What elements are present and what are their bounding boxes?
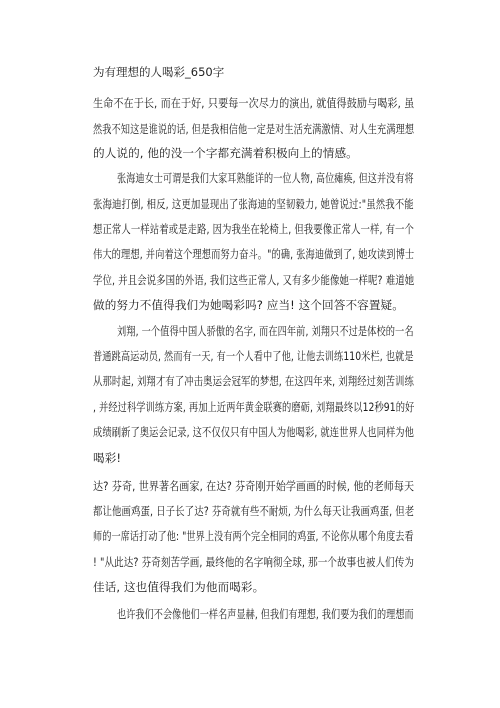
paragraph-2-line-6: 做的努力不值得我们为她喝彩吗? 应当! 这个回答不容置疑。 [93,298,404,312]
document-title: 为有理想的人喝彩_650字 [93,65,225,79]
paragraph-2-line-4: 伟大的理想, 并向着这个理想而努力奋斗。"的确, 张海迪做到了, 她攻读到博士 [93,247,415,261]
paragraph-4-line-3: 师的一席话打动了他: "世界上没有两个完全相同的鸡蛋, 不论你从哪个角度去看 [93,529,414,543]
paragraph-5-line-1: 也许我们不会像他们一样名声显赫, 但我们有理想, 我们要为我们的理想而 [117,607,414,621]
paragraph-4-line-2: 都让他画鸡蛋, 日子长了达? 芬奇就有些不耐烦, 为什么每天让我画鸡蛋, 但老 [93,504,415,518]
paragraph-1-line-1: 生命不在于长, 而在于好, 只要每一次尽力的演出, 就值得鼓励与喝彩, 虽 [93,96,415,110]
paragraph-3-line-4: , 并经过科学训练方案, 再加上近两年黄金联赛的磨砺, 刘翔最终以12秒91的好 [93,400,415,414]
paragraph-1-line-2: 然我不知这是谁说的话, 但是我相信他一定是对生活充满激情、对人生充满理想 [93,122,415,136]
paragraph-4-line-1: 达? 芬奇, 世界著名画家, 在达? 芬奇刚开始学画画的时候, 他的老师每天 [93,479,415,493]
paragraph-2-line-3: 想正常人一样站着或是走路, 因为我坐在轮椅上, 但我要像正常人一样, 有一个 [93,222,414,236]
paragraph-4-line-4: ! "从此达? 芬奇刻苦学画, 最终他的名字响彻全球, 那一个故事也被人们传为 [93,555,414,569]
paragraph-3-line-6: 喝彩! [93,451,122,465]
paragraph-1-line-3: 的人说的, 他的没一个字都充满着积极向上的情感。 [93,146,358,160]
paragraph-3-line-2: 普通跳高运动员, 然而有一天, 有一个人看中了他, 让他去训练110米栏, 也就是 [93,349,414,363]
paragraph-3-line-1: 刘翔, 一个值得中国人骄傲的名字, 而在四年前, 刘翔只不过是体校的一名 [117,324,414,338]
paragraph-3-line-3: 从那时起, 刘翔才有了冲击奥运会冠军的梦想, 在这四年来, 刘翔经过刻苦训练 [93,374,414,388]
paragraph-2-line-1: 张海迪女士可谓是我们大家耳熟能详的一位人物, 高位瘫痪, 但这并没有将 [117,171,414,185]
paragraph-4-line-5: 佳话, 这也值得我们为他而喝彩。 [93,580,265,594]
paragraph-2-line-5: 学位, 并且会说多国的外语, 我们这些正常人, 又有多少能像她一样呢? 难道她 [93,273,415,287]
paragraph-2-line-2: 张海迪打倒, 相反, 这更加显现出了张海迪的坚韧毅力, 她曾说过:"虽然我不能 [93,197,414,211]
paragraph-3-line-5: 成绩刷新了奥运会记录, 这不仅仅只有中国人为他喝彩, 就连世界人也同样为他 [93,425,415,439]
